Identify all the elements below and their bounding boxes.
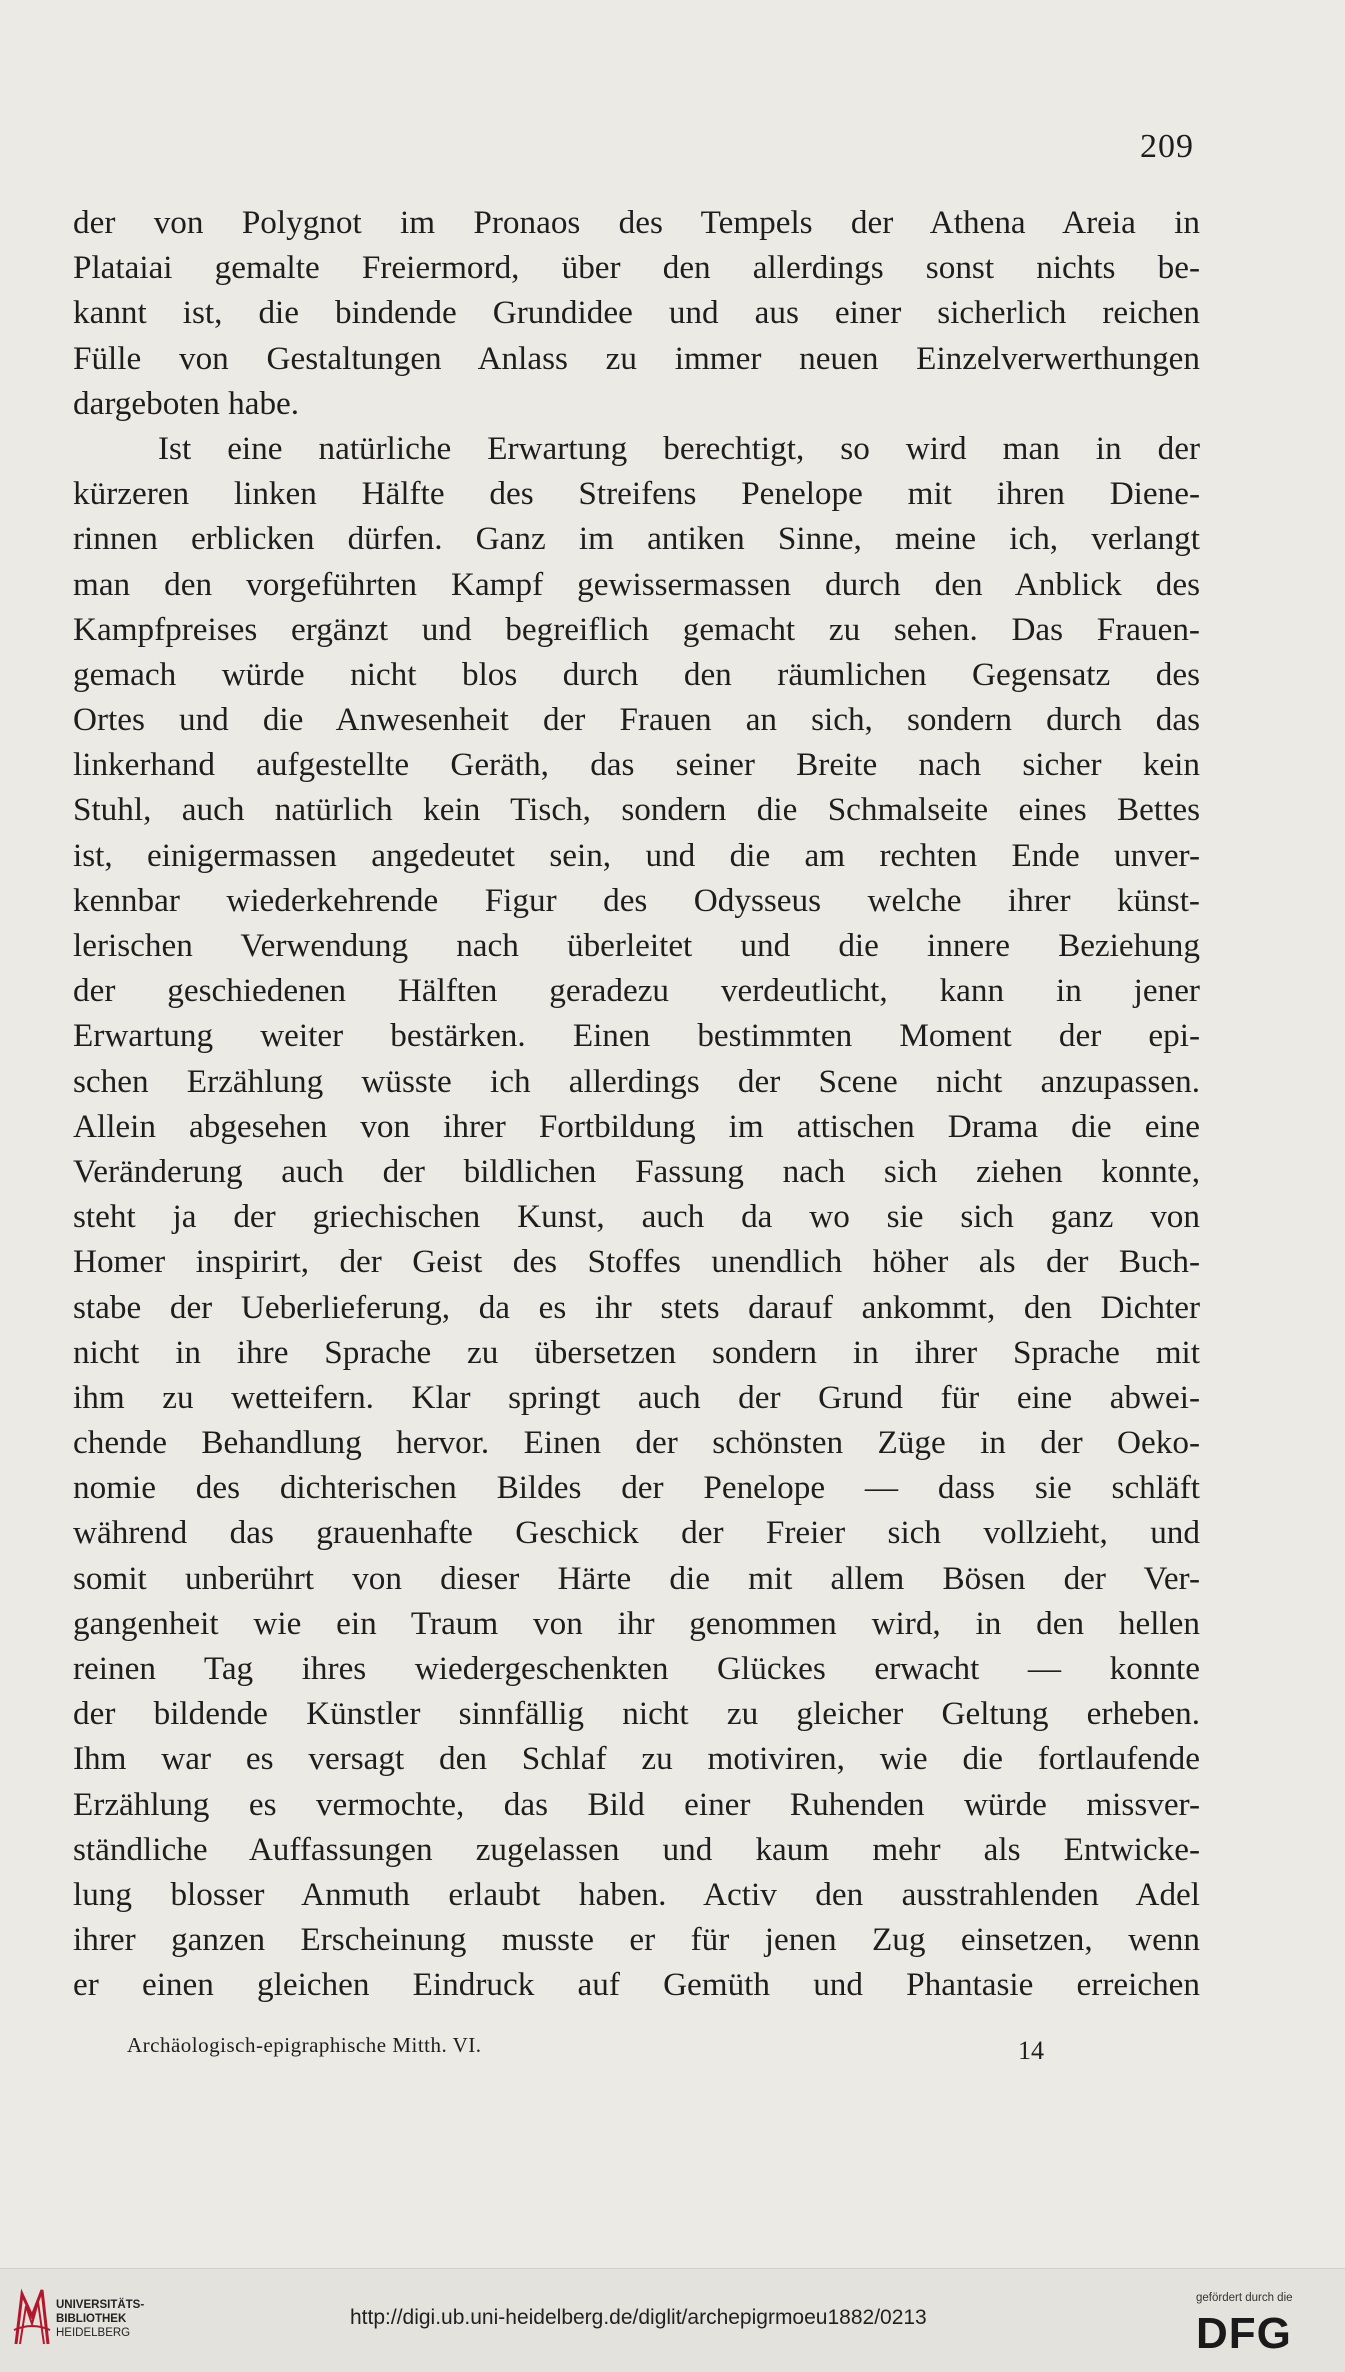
text-line: ständliche Auffassungen zugelassen und kaum mehr als Entwicke-: [73, 1830, 1200, 1868]
text-line: der geschiedenen Hälften geradezu verdeutlicht, kann in jener: [73, 972, 1200, 1010]
text-line: der bildende Künstler sinnfällig nicht zu gleicher Geltung erheben.: [73, 1695, 1200, 1733]
text-line: Homer inspirirt, der Geist des Stoffes unendlich höher als der Buch-: [73, 1243, 1200, 1281]
text-line: steht ja der griechischen Kunst, auch da wo sie sich ganz von: [73, 1198, 1200, 1236]
text-line: Ist eine natürliche Erwartung berechtigt, so wird man in der: [158, 429, 1200, 467]
page-number: 209: [1140, 128, 1194, 165]
signature-mark: 14: [1018, 2036, 1044, 2065]
text-line: linkerhand aufgestellte Geräth, das seiner Breite nach sicher kein: [73, 746, 1200, 784]
text-line: während das grauenhafte Geschick der Freier sich vollzieht, und: [73, 1514, 1200, 1552]
text-line: somit unberührt von dieser Härte die mit allem Bösen der Ver-: [73, 1559, 1200, 1597]
text-line: er einen gleichen Eindruck auf Gemüth und Phantasie erreichen: [73, 1966, 1200, 2004]
text-line: Erzählung es vermochte, das Bild einer Ruhenden würde missver-: [73, 1785, 1200, 1823]
text-line: gangenheit wie ein Traum von ihr genommen wird, in den hellen: [73, 1604, 1200, 1642]
text-line: kürzeren linken Hälfte des Streifens Penelope mit ihren Diene-: [73, 475, 1200, 513]
text-line: lerischen Verwendung nach überleitet und die innere Beziehung: [73, 927, 1200, 964]
text-line: schen Erzählung wüsste ich allerdings der Scene nicht anzupassen.: [73, 1062, 1200, 1100]
text-line: stabe der Ueberlieferung, da es ihr stets darauf ankommt, den Dichter: [73, 1288, 1200, 1326]
text-line: kennbar wiederkehrende Figur des Odysseus welche ihrer künst-: [73, 881, 1200, 919]
text-line: kannt ist, die bindende Grundidee und aus einer sicherlich reichen: [73, 294, 1200, 332]
funded-by-label: gefördert durch die: [1196, 2292, 1293, 2304]
text-line: reinen Tag ihres wiedergeschenkten Glückes erwacht — konnte: [73, 1650, 1200, 1687]
dfg-logo: DFG: [1196, 2309, 1292, 2358]
text-line: Erwartung weiter bestärken. Einen bestimmten Moment der epi-: [73, 1017, 1200, 1055]
permalink-url[interactable]: http://digi.ub.uni-heidelberg.de/diglit/archepigrmoeu1882/0213: [350, 2306, 927, 2329]
text-line: Kampfpreises ergänzt und begreiflich gemacht zu sehen. Das Frauen-: [73, 610, 1200, 648]
text-line: dargeboten habe.: [73, 384, 300, 422]
body-text: [73, 200, 1200, 2008]
text-line: der von Polygnot im Pronaos des Tempels der Athena Areia in: [73, 204, 1200, 241]
library-name-line2: BIBLIOTHEK: [56, 2313, 127, 2325]
text-line: ist, einigermassen angedeutet sein, und die am rechten Ende unver-: [73, 836, 1200, 874]
text-line: nomie des dichterischen Bildes der Penelope — dass sie schläft: [73, 1469, 1200, 1507]
text-line: rinnen erblicken dürfen. Ganz im antiken Sinne, meine ich, verlangt: [73, 520, 1200, 558]
text-line: lung blosser Anmuth erlaubt haben. Activ den ausstrahlenden Adel: [73, 1875, 1200, 1913]
text-line: chende Behandlung hervor. Einen der schönsten Züge in der Oeko-: [73, 1424, 1200, 1462]
text-line: Ihm war es versagt den Schlaf zu motiviren, wie die fortlaufende: [73, 1740, 1200, 1778]
text-line: ihm zu wetteifern. Klar springt auch der Grund für eine abwei-: [73, 1378, 1200, 1416]
library-name-line1: UNIVERSITÄTS-: [56, 2299, 145, 2311]
text-line: gemach würde nicht blos durch den räumlichen Gegensatz des: [73, 655, 1200, 693]
university-library-logo-icon: [12, 2286, 52, 2348]
journal-footer: Archäologisch-epigraphische Mitth. VI.: [127, 2033, 482, 2057]
text-line: Stuhl, auch natürlich kein Tisch, sondern die Schmalseite eines Bettes: [73, 791, 1200, 829]
text-line: Ortes und die Anwesenheit der Frauen an sich, sondern durch das: [73, 701, 1200, 739]
text-line: Fülle von Gestaltungen Anlass zu immer neuen Einzelverwerthungen: [73, 339, 1200, 377]
library-name-line3: HEIDELBERG: [56, 2327, 131, 2339]
text-line: Plataiai gemalte Freiermord, über den allerdings sonst nichts be-: [73, 249, 1200, 287]
library-name: [56, 2298, 144, 2340]
text-line: man den vorgeführten Kampf gewissermassen durch den Anblick des: [73, 565, 1200, 603]
text-line: Veränderung auch der bildlichen Fassung nach sich ziehen konnte,: [73, 1152, 1200, 1190]
text-line: Allein abgesehen von ihrer Fortbildung im attischen Drama die eine: [73, 1107, 1200, 1145]
text-line: nicht in ihre Sprache zu übersetzen sondern in ihrer Sprache mit: [73, 1333, 1200, 1371]
text-line: ihrer ganzen Erscheinung musste er für jenen Zug einsetzen, wenn: [73, 1921, 1200, 1959]
